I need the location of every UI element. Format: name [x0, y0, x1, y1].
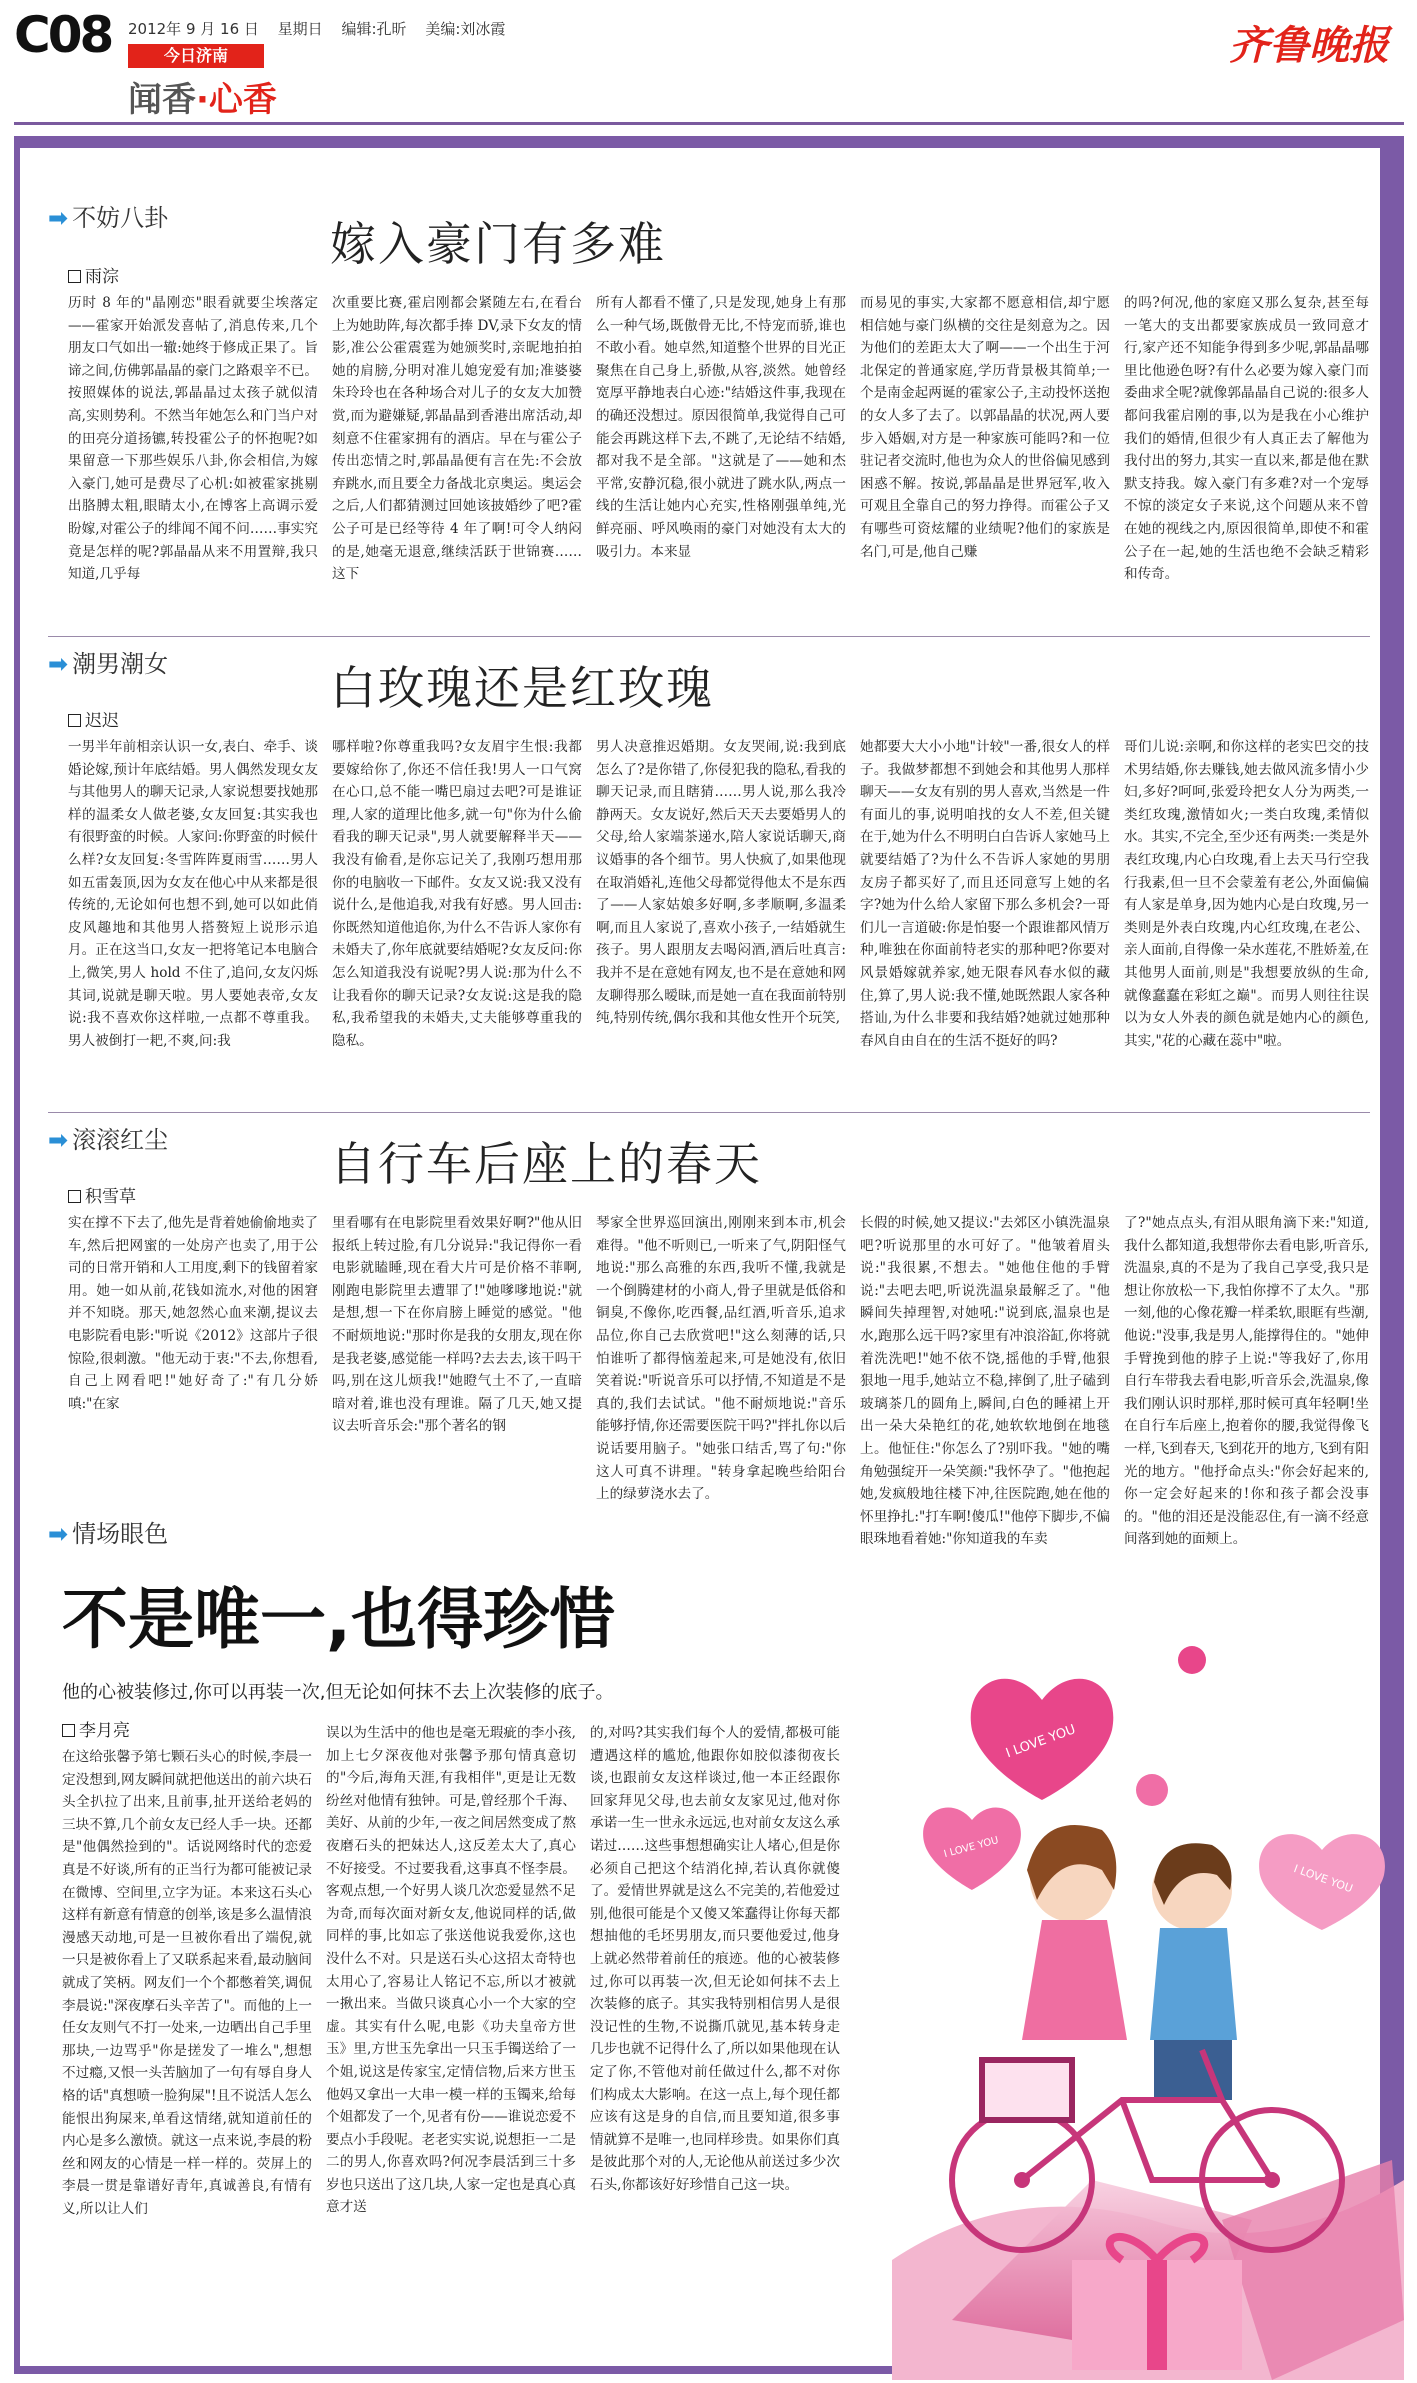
arrow-icon: ➡	[48, 1520, 69, 1548]
story3-col4: 长假的时候,她又提议:"去郊区小镇洗温泉吧?听说那里的水可好了。"他皱着眉头说:"我很累,不想去。"她他住他的手臂说:"去吧去吧,听说洗温泉最解乏了。"他瞬间失掉理智,对她吼:"说到底,温泉也是水,跑那么远干吗?家里有冲浪浴缸,你将就着洗洗吧!"她不依不饶,摇他的手臂,他狠狠地一甩手,她站立不稳,摔倒了,肚子磕到玻璃茶几的圆角上,瞬间,白色的睡裙上开出一朵大朵艳红的花,她软软地倒在地毯上。他怔住:"你怎么了?别吓我。"她的嘴角勉强绽开一朵笑颜:"我怀孕了。"他抱起她,发疯般地往楼下冲,往医院跑,她在他的怀里挣扎:"打车啊!傻瓜!"他停下脚步,不偏眼珠地看着她:"你知道我的车卖	[860, 1215, 1110, 1548]
divider	[48, 1112, 1370, 1113]
heart-icon	[923, 1807, 1021, 1890]
story3-col3: 琴家全世界巡回演出,刚刚来到本市,机会难得。"他不听则已,一听来了气,阴阳怪气地说:"那么高雅的东西,我听不懂,我就是一个倒腾建材的小商人,骨子里就是低俗和铜臭,不像你,吃西餐,品红酒,听音乐,追求品位,你自己去欣赏吧!"这么刻薄的话,只怕谁听了都得恼羞起来,可是她没有,依旧笑着说:"听说音乐可以抒情,不知道是不是真的,我们去试试。"他不耐烦地说:"音乐能够抒情,你还需要医院干吗?"拌扎你以后说话要用脑子。"她张口结舌,骂了句:"你这人可真不讲理。"转身拿起晚些给阳台上的绿萝浇水去了。	[596, 1215, 846, 1503]
section-tag: 今日济南	[128, 44, 264, 68]
byline-box-icon	[68, 714, 81, 727]
header-rule	[14, 122, 1404, 125]
story4-col2: 误以为生活中的他也是毫无瑕疵的李小孩,加上七夕深夜他对张馨予那句情真意切的"今后,海角天涯,有我相伴",更是让无数纷丝对他情有独钟。可是,曾经那个千海、美好、从前的少年,一夜之间居然变成了熬夜磨石头的把妹达人,这反差太大了,真心不好接受。不过要我看,这事真不怪李晨。客观点想,一个好男人谈几次恋爱显然不足为奇,而每次面对新女友,他说同样的话,做同样的事,比如忘了张送他说我爱你,这也没什么不对。只是送石头心这招太奇特也太用心了,容易让人铭记不忘,所以才被就一揪出来。当做只谈真心小一个大家的空虚。其实有什么呢,电影《功夫皇帝方世玉》里,方世玉先拿出一只玉手镯送给了一个姐,说这是传家宝,定情信物,后来方世玉他妈又拿出一大串一模一样的玉镯来,给每个姐都发了一个,见者有份——谁说恋爱不要点小手段呢。老老实实说,说想拒一二是二的男人,你喜欢吗?何况李晨活到三十多岁也只送出了这几块,人家一定也是真心真意才送	[326, 1725, 576, 2216]
story1-title: 嫁入豪门有多难	[330, 217, 666, 271]
byline-box-icon	[68, 1190, 81, 1203]
page-number: C08	[14, 6, 112, 64]
story2-col5: 哥们儿说:亲啊,和你这样的老实巴交的技术男结婚,你去赚钱,她去做风流多情小少妇,多好?呵呵,张爱玲把女人分为两类,一类红玫瑰,激情如火;一类白玫瑰,柔情似水。其实,不完全,至少还有两类:一类是外表红玫瑰,内心白玫瑰,看上去天马行空我行我素,但一旦不会蒙羞有老公,外面偏偏有人家是单身,因为她内心是白玫瑰,另一类则是外表白玫瑰,内心红玫瑰,在老公、亲人面前,自得像一朵水莲花,不胜娇羞,在其他男人面前,则是"我想要放纵的生命,就像蠢蠢在彩虹之巅"。而男人则往往误以为女人外表的颜色就是她内心的颜色,其实,"花的心藏在蕊中"啦。	[1124, 739, 1369, 1049]
story3-title: 自行车后座上的春天	[330, 1137, 762, 1191]
story1-col4: 而易见的事实,大家都不愿意相信,却宁愿相信她与豪门纵横的交往是刻意为之。因为他们的差距太大了啊——一个出生于河北保定的普通家庭,学历背景极其简单;一个是南金起两诞的霍家公子,主动投怀送抱的女人多了去了。以郭晶晶的状况,两人要步入婚姻,对方是一种家族可能吗?和一位驻记者交流时,他也为众人的世俗偏见感到困惑不解。按说,郭晶晶是世界冠军,收入可观且全靠自己的努力挣得。而霍公子又有哪些可资炫耀的业绩呢?他们的家族是名门,可是,他自己赚	[860, 295, 1110, 560]
story3-col2: 里看哪有在电影院里看效果好啊?"他从旧报纸上转过脸,有几分说异:"我记得你一看电影就瞌睡,现在看大片可是价格不菲啊,刚跑电影院里去遭罪了!"她嗲嗲地说:"就是想,想一下在你肩膀上睡觉的感觉。"他不耐烦地说:"那时你是我的女朋友,现在你是我老婆,感觉能一样吗?去去去,该干吗干吗,别在这儿烦我!"她瞪气土不了,一直暗暗对着,谁也没有理谁。隔了几天,她又提议去听音乐会:"那个著名的钢	[332, 1215, 582, 1435]
story4-deck: 他的心被装修过,你可以再装一次,但无论如何抹不去上次装修的底子。	[62, 1682, 614, 1703]
story2-col1: 一男半年前相亲认识一女,表白、牵手、谈婚论嫁,预计年底结婚。男人偶然发现女友与其他男人的聊天记录,人家说想要找她那样的温柔女人做老婆,女友回复:其实我也有很野蛮的时候。人家问:你野蛮的时候什么样?女友回复:冬雪阵阵夏雨雪……男人如五雷轰顶,因为女友在他心中从来都是很传统的,无论如何也想不到,她可以如此俏皮风趣地和其他男人搭赘短上说形示追月。正在这当口,女友一把将笔记本电脑合上,微笑,男人 hold 不住了,追问,女友闪烁其词,说就是聊天啦。男人要她表帝,女友说:我不喜欢你这样啦,一点都不尊重我。男人被倒打一耙,不爽,问:我	[68, 739, 318, 1049]
story2-byline: 迟迟	[68, 706, 119, 731]
byline-box-icon	[62, 1724, 75, 1737]
story2-col4: 她都要大大小小地"计较"一番,很女人的样子。我做梦都想不到她会和其他男人那样聊天——女友有别的男人喜欢,当然是一件有面儿的事,说明咱找的女人不差,但关键在于,她为什么不明明白白告诉人家她马上就要结婚了?为什么不告诉人家她的男朋友房子都买好了,而且还同意写上她的名字?她为什么给人家留下那么多机会?一哥们儿一言道破:你是怕娶一个跟谁都风情万种,唯独在你面前特老实的那种吧?你要对风景婚嫁就养家,她无限春风春水似的藏住,算了,男人说:我不懂,她既然跟人家各种搭讪,为什么非要和我结婚?她就过她那种春风自由自在的生活不挺好的吗?	[860, 739, 1110, 1049]
story4-kicker: ➡ 情场眼色	[48, 1520, 169, 1548]
story3-col1: 实在撑不下去了,他先是背着她偷偷地卖了车,然后把网蜜的一处房产也卖了,用于公司的日常开销和人工用度,剩下的钱留着家用。她一如从前,花钱如流水,对他的困窘并不知晓。那天,她忽然心血来潮,提议去电影院看电影:"听说《2012》这部片子很惊险,很刺激。"他无动于衷:"不去,你想看,自己上网看吧!"她好奇了:"有几分娇嗔:"在家	[68, 1215, 318, 1412]
story1-col1: 历时 8 年的"晶刚恋"眼看就要尘埃落定——霍家开始派发喜帖了,消息传来,几个朋友口气如出一辙:她终于修成正果了。旨谛之间,仿佛郭晶晶的豪门之路艰辛不已。按照媒体的说法,郭晶晶过太孩子就似清高,实则势利。不然当年她怎么和门当户对的田亮分道扬镳,转投霍公子的怀抱呢?如果留意一下那些娱乐八卦,你会相信,为嫁入豪门,她可是费尽了心机:如被霍家挑剔出胳膊太粗,眼睛太小,在博客上高调示爱盼嫁,对霍公子的绯闻不闻不问……事实究竟是怎样的呢?郭晶晶从来不用置辩,我只知道,几乎每	[68, 295, 318, 583]
arrow-icon: ➡	[48, 650, 69, 678]
story1-kicker: ➡ 不妨八卦	[48, 204, 169, 232]
story3-kicker: ➡ 滚滚红尘	[48, 1126, 169, 1154]
divider	[48, 636, 1370, 637]
story1-col2: 次重要比赛,霍启刚都会紧随左右,在看台上为她助阵,每次都手捧 DV,录下女友的情影,准公公霍震霆为她颁奖时,亲昵地拍拍她的肩膀,分明对准儿媳宠爱有加;准婆婆朱玲玲也在各种场合对儿子的女友大加赞赏,而为避嫌疑,郭晶晶到香港出席活动,却刻意不住霍家拥有的酒店。早在与霍公子传出恋情之时,郭晶晶便有言在先:不会放弃跳水,而且要全力备战北京奥运。奥运会之后,人们都猜测过回她该披婚纱了吧?霍公子可是已经等待 4 年了啊!可令人纳闷的是,她毫无退意,继续活跃于世锦赛……这下	[332, 295, 582, 583]
story1-byline: 雨淙	[68, 262, 119, 287]
issue-meta	[128, 18, 519, 39]
story4-title: 不是唯一,也得珍惜	[62, 1581, 616, 1658]
section-title	[128, 72, 277, 121]
story2-title: 白玫瑰还是红玫瑰	[330, 661, 714, 715]
story1-col3: 所有人都看不懂了,只是发现,她身上有那么一种气场,既傲骨无比,不恃宠而骄,谁也不敢小看。她卓然,知道整个世界的目光正聚焦在自己身上,骄傲,从容,淡然。她曾经宽厚平静地表白心迹:"结婚这件事,我现在的确还没想过。原因很简单,我觉得自己可能会再跳这样下去,不跳了,无论结不结婚,都对我不是全部。"这就是了——她和杰平常,安静沉稳,很小就进了跳水队,两点一线的生活让她内心充实,性格刚强单纯,光鲜亮丽、呼风唤雨的豪门对她没有太大的吸引力。本来显	[596, 295, 846, 560]
story2-col2: 哪样啦?你尊重我吗?女友眉宇生恨:我都要嫁给你了,你还不信任我!男人一口气窝在心口,总不能一嘴巴扇过去吧?可是谁证理,人家的道理比他多,就一句"你为什么偷看我的聊天记录",男人就要解释半天——我没有偷看,是你忘记关了,我刚巧想用那你的电脑收一下邮件。女友又说:我又没有说什么,是他追我,对我有好感。男人回击:你既然知道他追你,为什么不告诉人家你有未婚夫了,你年底就要结婚呢?女友反问:你怎么知道我没有说呢?男人说:那为什么不让我看你的聊天记录?女友说:这是我的隐私,我希望我的未婚夫,丈夫能够尊重我的隐私。	[332, 739, 582, 1049]
svg-text:I LOVE YOU: I LOVE YOU	[1291, 1862, 1355, 1896]
svg-text:I LOVE YOU: I LOVE YOU	[942, 1835, 1000, 1861]
story4-col3: 的,对吗?其实我们每个人的爱情,都极可能遭遇这样的尴尬,他跟你如胶似漆彻夜长谈,也跟前女友这样谈过,他一本正经跟你回家拜见父母,也去前女友家见过,他对你承诺一生一世永永远远,也对前女友这么承诺过……这些事想想确实让人堵心,但是你必须自己把这个结消化掉,若认真你就傻了。爱情世界就是这么不完美的,若他爱过别,他很可能是个又傻又笨蠢得让你每天都想抽他的毛坯男朋友,而只要他爱过,他身上就必然带着前任的痕迹。他的心被装修过,你可以再装一次,但无论如何抹不去上次装修的底子。其实我特别相信男人是很没记性的生物,不说撕爪就见,基本转身走几步也就不记得什么了,所以如果他现在认定了你,不管他对前任做过什么,都不对你们构成太大影响。在这一点上,每个现任都应该有这是身的自信,而且要知道,很多事情就算不是唯一,也同样珍贵。如果你们真是彼此那个对的人,无论他从前送过多少次石头,你都该好好珍惜自己这一块。	[590, 1725, 840, 2193]
section-title-red: 心香	[208, 80, 277, 120]
byline-box-icon	[68, 270, 81, 283]
story2-kicker: ➡ 潮男潮女	[48, 650, 169, 678]
story2-col3: 男人决意推迟婚期。女友哭闹,说:我到底怎么了?是你错了,你侵犯我的隐私,看我的聊天记录,而且瞎猜……男人说,那么我冷静两天。女友说好,然后天天去要婚男人的父母,给人家端茶递水,陪人家说话聊天,商议婚事的各个细节。男人快疯了,如果他现在取消婚礼,连他父母都觉得他太不是东西了——人家姑娘多好啊,多孝顺啊,多温柔啊,而且人家说了,喜欢小孩子,一结婚就生孩子。男人跟朋友去喝闷酒,酒后吐真言:我并不是在意她有网友,也不是在意她和网友聊得那么暧昧,而是她一直在我面前特别纯,特别传统,偶尔我和其他女性开个玩笑,	[596, 739, 846, 1027]
boy-figure	[1150, 1843, 1237, 2100]
heart-icon	[971, 1679, 1114, 1800]
issue-date: 2012年 9 月 16 日	[128, 20, 259, 38]
story4-col1: 在这给张馨予第七颗石头心的时候,李晨一定没想到,网友瞬间就把他送出的前六块石头全扒拉了出来,且前事,扯开送给老妈的三块不算,几个前女友已经人手一块。还都是"他偶然捡到的"。话说网络时代的恋爱真是不好谈,所有的正当行为都可能被记录在微博、空间里,立字为证。本来这石头心这样有新意有情意的创举,该是多么温情浪漫感天动地,可是一旦被你看出了端倪,就一只是被你看上了又联系起来看,最动脑间就成了笑柄。网友们一个个都憋着笑,调侃李晨说:"深夜摩石头辛苦了"。而他的上一任女友则气不打一处来,一边晒出自己手里那块,一边骂乎"你是搓发了一堆么",想想不过瘾,又恨一头苦脑加了一句有辱自身人格的话"真想喷一脸狗屎"!且不说活人怎么能恨出狗屎来,单看这情绪,就知道前任的内心是多么激愤。就这一点来说,李晨的粉丝和网友的心情是一样一样的。荧屏上的李晨一贯是靠谱好青年,真诚善良,有情有义,所以让人们	[62, 1749, 312, 2217]
heart-icon	[1259, 1834, 1385, 1930]
issue-weekday: 星期日	[277, 20, 323, 38]
section-title-dot: ·	[196, 80, 209, 120]
heart-icon	[1178, 1646, 1206, 1674]
story4-byline: 李月亮	[62, 1716, 130, 1741]
section-title-gray: 闻香	[128, 80, 196, 120]
story1-col5: 的吗?何况,他的家庭又那么复杂,甚至每一笔大的支出都要家族成员一致同意才行,家产还不知能争得到多少呢,郭晶晶哪里比他逊色呀?有什么必要为嫁入豪门而委曲求全呢?就像郭晶晶自己说的:很多人都问我霍启刚的事,以为是我在小心维护我们的婚情,但很少有人真正去了解他为我付出的努力,其实一直以来,都是他在默默支持我。嫁入豪门有多难?对一个宠辱不惊的淡定女子来说,这个问题从来不曾在她的视线之内,原因很简单,即使不和霍公子在一起,她的生活也绝不会缺乏精彩和传奇。	[1124, 295, 1369, 583]
newspaper-logo: 齐鲁晚报	[1229, 22, 1389, 69]
story3-col5: 了?"她点点头,有泪从眼角滴下来:"知道,我什么都知道,我想带你去看电影,听音乐,洗温泉,真的不是为了我自己享受,我只是想让你放松一下,我怕你撑不了太久。"那一刻,他的心像花瓣一样柔软,眼眶有些潮,他说:"没事,我是男人,能撑得住的。"她伸手臂挽到他的脖子上说:"等我好了,你用自行车带我去看电影,听音乐会,洗温泉,像我们刚认识时那样,那时候可真年轻啊!坐在自行车后座上,抱着你的腰,我觉得像飞一样,飞到春天,飞到花开的地方,飞到有阳光的地方。"他抒命点头:"你会好起来的,你一定会好起来的!你和孩子都会没事的。"他的泪还是没能忍住,有一滴不经意间落到她的面颊上。	[1124, 1215, 1369, 1548]
girl-figure	[1022, 1825, 1127, 2070]
story3-byline: 积雪草	[68, 1182, 136, 1207]
arrow-icon: ➡	[48, 1126, 69, 1154]
editor-credit: 编辑:孔昕	[341, 20, 407, 38]
designer-credit: 美编:刘冰霞	[425, 20, 506, 38]
arrow-icon: ➡	[48, 204, 69, 232]
couple-bicycle-illustration	[892, 1620, 1404, 2380]
svg-text:I LOVE YOU: I LOVE YOU	[1003, 1722, 1078, 1762]
